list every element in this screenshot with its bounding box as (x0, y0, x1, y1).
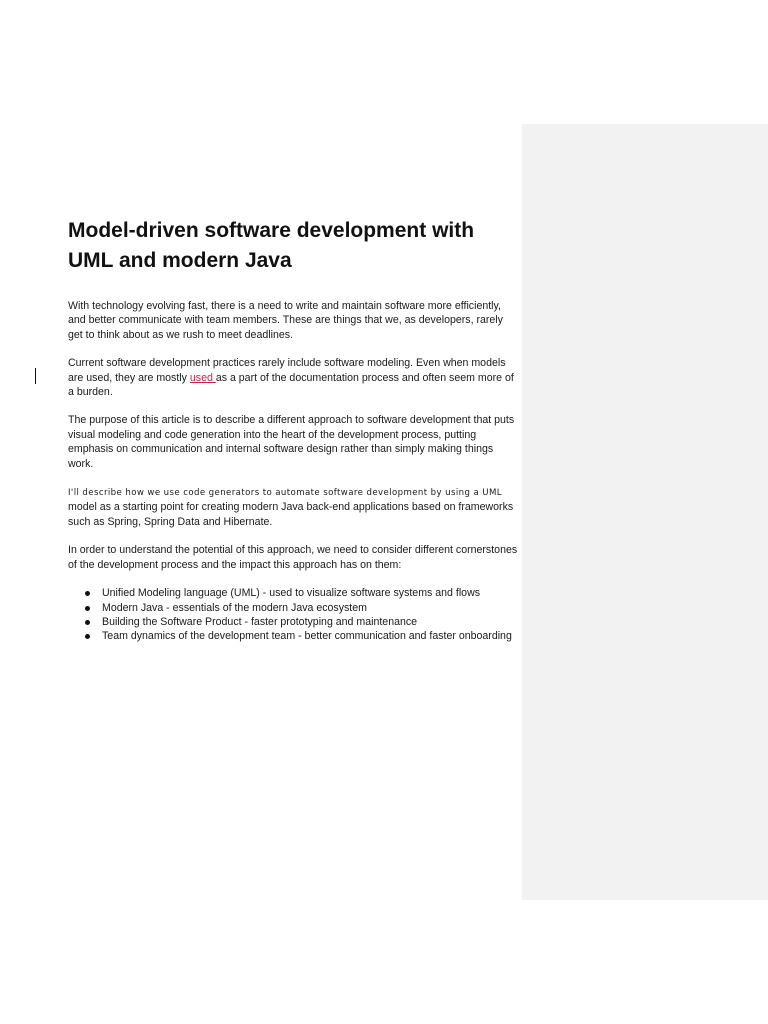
paragraph-code-generators-spaced: I'll describe how we use code generators to automate software development by using a UML (68, 488, 502, 499)
list-item-text: Building the Software Product - faster prototyping and maintenance (102, 615, 418, 628)
list-item (68, 629, 518, 643)
list-item (68, 615, 518, 629)
bullet-icon (85, 620, 90, 625)
document-body[interactable] (68, 216, 518, 644)
paragraph-current-practices-end: as a part of the documentation process and often seem more of a burden. (68, 371, 514, 399)
paragraph-current-practices-start: Current software development practices rarely include software modeling. Even when models are used, they are mostly (68, 357, 506, 384)
bullet-icon (85, 606, 90, 611)
text-cursor (35, 368, 36, 384)
paragraph-code-generators-rest: model as a starting point for creating modern Java back-end applications based on frameworks such as Spring, Spring Data and Hibernate. (68, 501, 514, 528)
document-title: Model-driven software development with UML and modern Java (68, 219, 475, 272)
paragraph-cornerstones: In order to understand the potential of this approach, we need to consider different cornerstones of the development process and the impact this approach has on them: (68, 544, 518, 571)
list-item-text: Team dynamics of the development team - better communication and faster onboarding (102, 630, 512, 643)
comment-pane (522, 124, 768, 900)
paragraph-purpose: The purpose of this article is to describe a different approach to software development that puts visual modeling and code generation into the heart of the development process, putting emphasis on communication and internal software design rather than simply making things work. (68, 414, 515, 470)
paragraph-intro: With technology evolving fast, there is a need to write and maintain software more efficiently, and better communicate with team members. These are things that we, as developers, rarely get to think about as we rush to meet deadlines. (68, 300, 503, 341)
bullet-icon (85, 591, 90, 596)
list-item (68, 601, 518, 615)
list-item-text: Unified Modeling language (UML) - used to visualize software systems and flows (102, 587, 481, 600)
paragraph-current-practices (68, 356, 518, 399)
tracked-change-word[interactable]: used (189, 371, 216, 384)
cornerstones-list (68, 586, 518, 644)
paragraph-code-generators (68, 485, 518, 529)
bullet-icon (85, 634, 90, 639)
list-item-text: Modern Java - essentials of the modern Java ecosystem (102, 601, 367, 614)
list-item (68, 586, 518, 600)
